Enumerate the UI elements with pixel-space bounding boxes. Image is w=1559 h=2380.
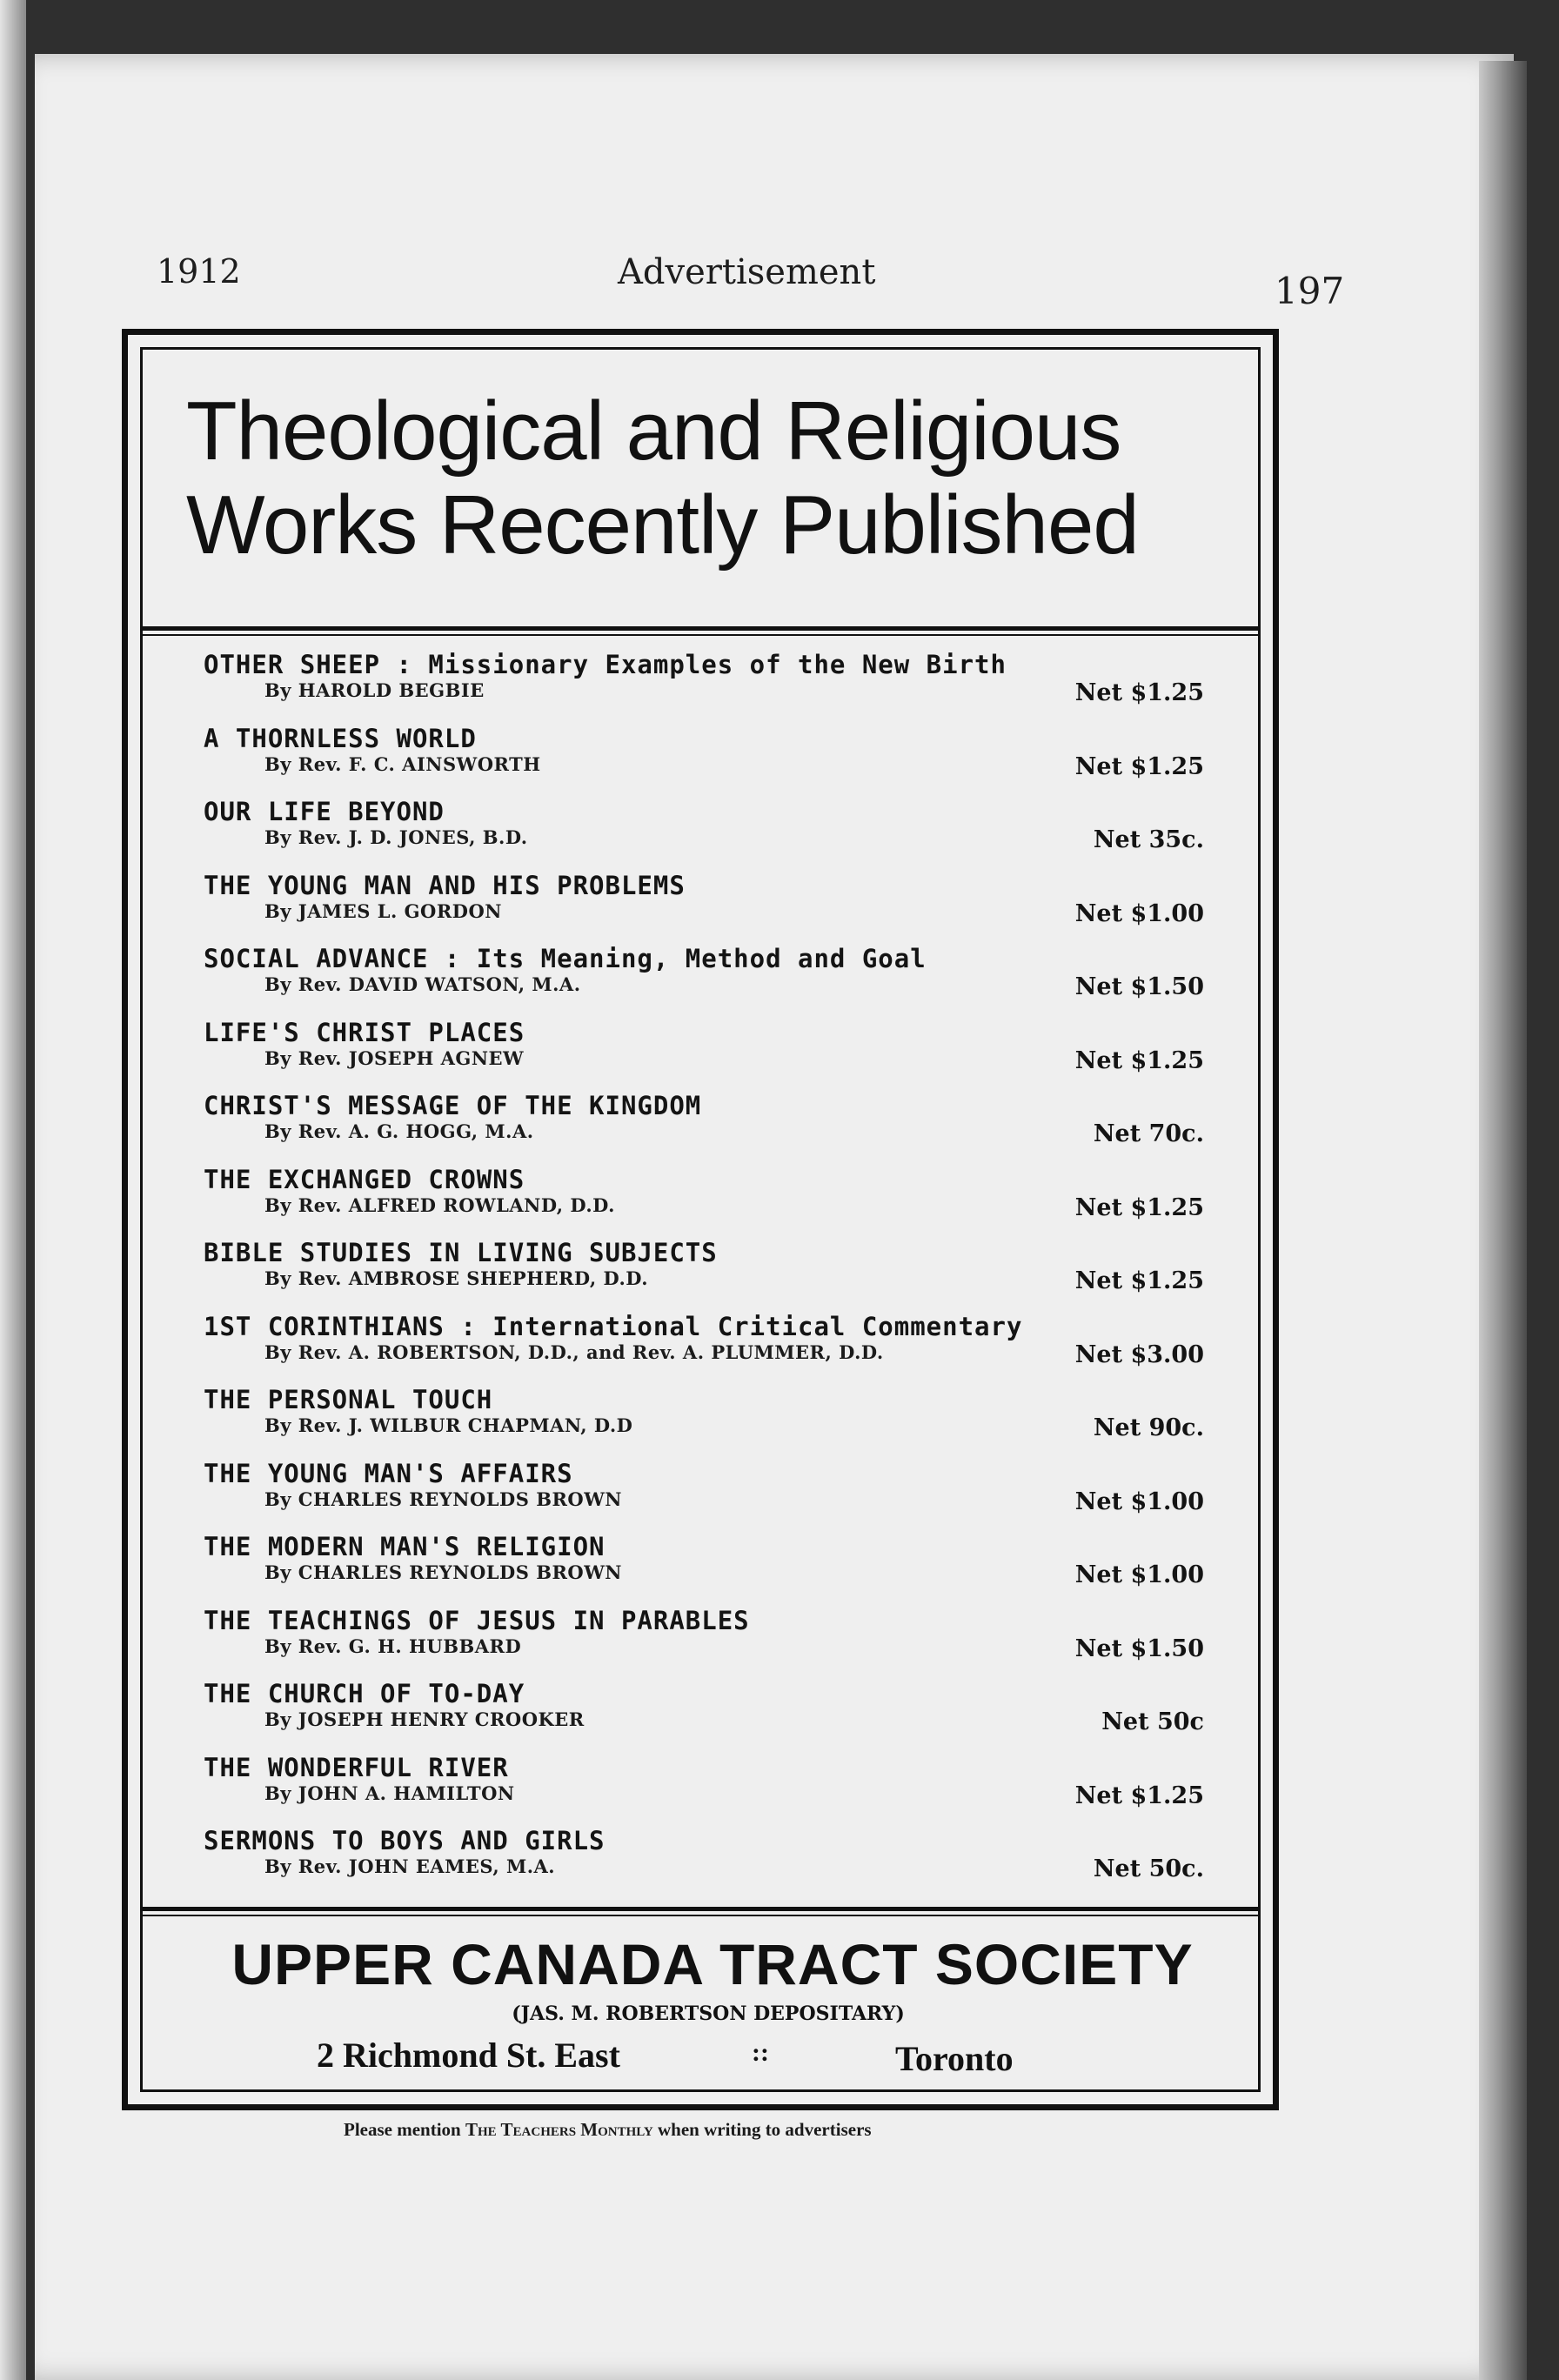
book-price: Net $1.25	[1074, 1193, 1204, 1221]
book-item	[204, 871, 1239, 945]
book-author: By CHARLES REYNOLDS BROWN	[264, 1488, 622, 1510]
book-item	[204, 1312, 1239, 1386]
book-price: Net 70c.	[1093, 1120, 1204, 1147]
book-item	[204, 797, 1239, 871]
book-title: OTHER SHEEP : Missionary Examples of the New Birth	[204, 650, 1007, 679]
book-item	[204, 1018, 1239, 1092]
book-title: THE CHURCH OF TO-DAY	[204, 1679, 525, 1708]
book-item	[204, 1532, 1239, 1606]
page-number: 197	[1275, 270, 1345, 312]
footer-publication: The Teachers Monthly	[465, 2119, 653, 2140]
book-item	[204, 724, 1239, 798]
book-title: LIFE'S CHRIST PLACES	[204, 1017, 525, 1047]
book-item	[204, 1238, 1239, 1312]
address-street: 2 Richmond St. East	[317, 2036, 620, 2075]
book-author: By Rev. A. G. HOGG, M.A.	[264, 1120, 534, 1142]
book-price: Net $3.00	[1074, 1340, 1204, 1368]
book-title: A THORNLESS WORLD	[204, 723, 477, 753]
page-stack-edge	[1479, 61, 1527, 2380]
book-price: Net $1.25	[1074, 1046, 1204, 1074]
book-title: THE TEACHINGS OF JESUS IN PARABLES	[204, 1605, 750, 1635]
header-year: 1912	[157, 252, 241, 291]
title-divider	[143, 626, 1258, 631]
book-price: Net 50c.	[1093, 1855, 1204, 1882]
address	[317, 2035, 1187, 2078]
depositary-line: (JAS. M. ROBERTSON DEPOSITARY)	[512, 2002, 905, 2025]
book-price: Net $1.50	[1074, 1635, 1204, 1662]
book-author: By JOHN A. HAMILTON	[264, 1782, 515, 1804]
book-author: By Rev. F. C. AINSWORTH	[264, 752, 541, 775]
book-item	[204, 1459, 1239, 1533]
book-title: CHRIST'S MESSAGE OF THE KINGDOM	[204, 1091, 702, 1120]
book-title: THE YOUNG MAN'S AFFAIRS	[204, 1458, 573, 1488]
book-author: By CHARLES REYNOLDS BROWN	[264, 1561, 622, 1583]
book-item	[204, 1091, 1239, 1165]
book-price: Net $1.00	[1074, 899, 1204, 927]
advertisement-frame	[122, 329, 1279, 2110]
book-price: Net $1.50	[1074, 973, 1204, 1000]
advertisement-inner-frame	[140, 347, 1261, 2092]
book-price: Net 35c.	[1093, 826, 1204, 853]
adjacent-page-edge	[0, 0, 26, 2380]
book-author: By Rev. J. WILBUR CHAPMAN, D.D	[264, 1414, 633, 1436]
book-price: Net $1.25	[1074, 1782, 1204, 1809]
book-author: By Rev. DAVID WATSON, M.A.	[264, 973, 581, 995]
footer-divider-thin	[143, 1915, 1258, 1916]
book-price: Net 90c.	[1093, 1414, 1204, 1441]
book-author: By JOSEPH HENRY CROOKER	[264, 1708, 585, 1730]
book-title: THE EXCHANGED CROWNS	[204, 1164, 525, 1194]
title-divider-thin	[143, 634, 1258, 636]
book-author: By JAMES L. GORDON	[264, 899, 502, 922]
book-title: SOCIAL ADVANCE : Its Meaning, Method and Goal	[204, 944, 927, 973]
book-title: 1ST CORINTHIANS : International Critical Commentary	[204, 1311, 1023, 1341]
footer-prefix: Please mention	[344, 2119, 465, 2140]
book-title: THE WONDERFUL RIVER	[204, 1752, 509, 1782]
page-header	[0, 252, 1559, 322]
book-price: Net $1.25	[1074, 679, 1204, 706]
book-price: Net $1.00	[1074, 1488, 1204, 1515]
book-list	[204, 650, 1239, 1900]
book-title: THE YOUNG MAN AND HIS PROBLEMS	[204, 870, 686, 900]
book-title: THE MODERN MAN'S RELIGION	[204, 1532, 606, 1561]
book-author: By HAROLD BEGBIE	[264, 679, 485, 701]
book-item	[204, 944, 1239, 1018]
ad-title-line-1: Theological and Religious	[186, 384, 1121, 478]
book-price: Net $1.25	[1074, 752, 1204, 780]
footer-suffix: when writing to advertisers	[652, 2119, 872, 2140]
book-item	[204, 1165, 1239, 1239]
ad-title	[186, 384, 1230, 572]
society-name: UPPER CANADA TRACT SOCIETY	[231, 1932, 1194, 1996]
book-author: By Rev. JOSEPH AGNEW	[264, 1046, 525, 1069]
book-title: OUR LIFE BEYOND	[204, 797, 445, 826]
address-separator: ::	[752, 2038, 769, 2067]
book-item	[204, 650, 1239, 724]
book-author: By Rev. JOHN EAMES, M.A.	[264, 1855, 556, 1877]
book-item	[204, 1679, 1239, 1753]
address-city: Toronto	[895, 2039, 1014, 2078]
book-price: Net $1.25	[1074, 1267, 1204, 1294]
book-item	[204, 1385, 1239, 1459]
book-title: SERMONS TO BOYS AND GIRLS	[204, 1826, 606, 1855]
ad-title-line-2: Works Recently Published	[186, 478, 1139, 572]
page-footer-note	[344, 2119, 1127, 2141]
book-title: THE PERSONAL TOUCH	[204, 1385, 493, 1414]
book-item	[204, 1606, 1239, 1680]
book-item	[204, 1753, 1239, 1827]
book-author: By Rev. G. H. HUBBARD	[264, 1635, 522, 1657]
book-author: By Rev. J. D. JONES, B.D.	[264, 826, 528, 848]
footer-divider	[143, 1907, 1258, 1911]
book-author: By Rev. AMBROSE SHEPHERD, D.D.	[264, 1267, 649, 1289]
book-price: Net $1.00	[1074, 1561, 1204, 1588]
book-author: By Rev. ALFRED ROWLAND, D.D.	[264, 1193, 615, 1216]
book-item	[204, 1826, 1239, 1900]
book-author: By Rev. A. ROBERTSON, D.D., and Rev. A. PLUMMER, D.D.	[264, 1340, 884, 1363]
header-section: Advertisement	[618, 252, 876, 292]
book-title: BIBLE STUDIES IN LIVING SUBJECTS	[204, 1238, 718, 1267]
book-price: Net 50c	[1101, 1708, 1204, 1735]
